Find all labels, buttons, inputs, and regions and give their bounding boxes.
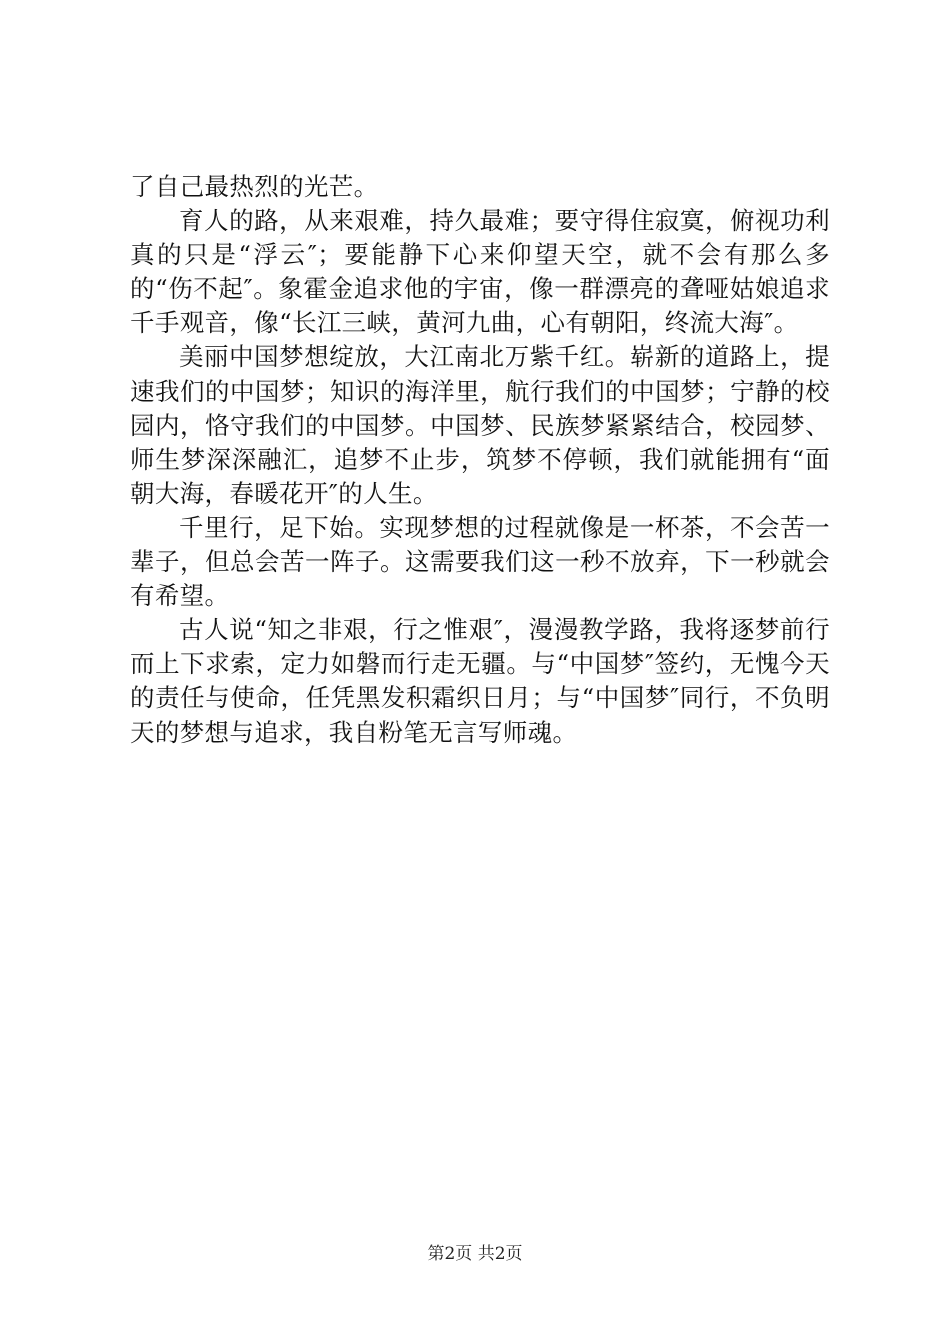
paragraph: 古人说“知之非艰，行之惟艰″，漫漫教学路，我将逐梦前行而上下求索，定力如磐而行走无疆。与“中国梦″签约，无愧今天的责任与使命，任凭黑发积霜织日月；与“中国梦″同行，不负明天的梦想与追求，我自粉笔无言写师魂。 bbox=[130, 615, 830, 747]
paragraph: 育人的路，从来艰难，持久最难；要守得住寂寞，俯视功利真的只是“浮云″；要能静下心来仰望天空，就不会有那么多的“伤不起″。象霍金追求他的宇宙，像一群漂亮的聋哑姑娘追求千手观音，像“长江三峡，黄河九曲，心有朝阳，终流大海″。 bbox=[130, 206, 830, 338]
paragraph: 美丽中国梦想绽放，大江南北万紫千红。崭新的道路上，提速我们的中国梦；知识的海洋里，航行我们的中国梦；宁静的校园内，恪守我们的中国梦。中国梦、民族梦紧紧结合，校园梦、师生梦深深融汇，追梦不止步，筑梦不停顿，我们就能拥有“面朝大海，春暖花开″的人生。 bbox=[130, 342, 830, 508]
body-text bbox=[130, 170, 830, 750]
paragraph: 千里行，足下始。实现梦想的过程就像是一杯茶，不会苦一辈子，但总会苦一阵子。这需要我们这一秒不放弃，下一秒就会有希望。 bbox=[130, 512, 830, 611]
page-footer: 第2页 共2页 bbox=[427, 1244, 523, 1264]
paragraph-continued: 了自己最热烈的光芒。 bbox=[130, 172, 379, 201]
